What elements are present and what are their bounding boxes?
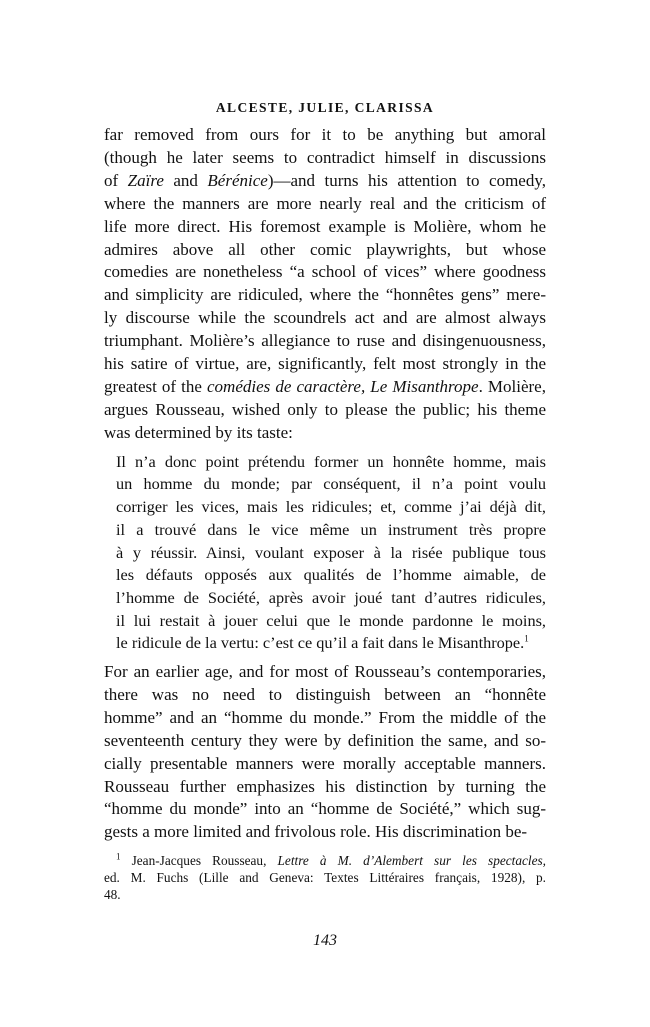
footnote [104,852,546,903]
text-segment: Jean-Jacques Rousseau, [131,853,278,869]
text-segment: life more direct. His foremost example is Molière, whom he [104,216,546,236]
text-segment: triumphant. Molière’s allegiance to ruse and disingenuousness, [104,331,546,351]
italic-text: Lettre à M. d’Alembert sur les spectacles, [277,853,546,869]
text-line [104,239,546,262]
footnote-reference: 1 [524,633,529,644]
text-line [104,776,546,799]
text-line [104,147,546,170]
text-segment: )—and turns his attention to comedy, [267,170,546,190]
text-line [104,284,546,307]
text-segment: where the manners are more nearly real and the criticism of [104,193,546,213]
text-line [104,422,546,445]
paragraph-1 [104,124,546,445]
text-line [104,193,546,216]
text-line [116,587,546,610]
text-segment: . Molière, [478,376,546,396]
text-segment: ed. M. Fuchs (Lille and Geneva: Textes Littéraires français, 1928), p. [104,870,546,886]
text-line [104,798,546,821]
text-segment: and [163,170,208,190]
text-line [104,684,546,707]
page-number: 143 [313,932,337,949]
text-segment: far removed from ours for it to be anything but amoral [104,125,546,144]
text-segment: there was no need to distinguish between an “honnête [104,684,546,704]
text-line [104,661,546,684]
text-segment: corriger les vices, mais les ridicules; et, comme j’ai déjà dit, [116,497,546,517]
text-line [116,519,546,542]
text-segment: admires above all other comic playwrights, but whose [104,239,546,259]
text-line [104,399,546,422]
text-segment: seventeenth century they were by definition the same, and so- [104,730,546,750]
italic-text: comédies de caractère, Le Misanthrope [207,376,479,396]
text-segment: Il n’a donc point prétendu former un honnête homme, mais [116,451,546,471]
text-segment: “homme du monde” into an “homme de Société,” which sug- [104,799,546,819]
text-line [104,307,546,330]
paragraph-2 [104,661,546,844]
text-segment: was determined by its taste: [104,422,293,442]
text-line [116,632,546,655]
text-line [116,610,546,633]
page [104,96,546,949]
text-segment: greatest of the [104,376,207,396]
text-segment: cially presentable manners were morally acceptable manners. [104,753,546,773]
text-line [104,753,546,776]
text-line [104,886,546,903]
text-line [104,707,546,730]
text-segment: l’homme de Société, après avoir joué tant d’autres ridicules, [116,587,546,607]
running-header: ALCESTE, JULIE, CLARISSA [215,100,435,115]
footnote-mark: 1 [116,851,121,862]
text-segment: his satire of virtue, are, significantly, felt most strongly in the [104,354,546,374]
text-segment: of [104,170,128,190]
text-line [116,473,546,496]
text-segment: les défauts opposés aux qualités de l’homme aimable, de [116,565,546,585]
text-segment: For an earlier age, and for most of Rousseau’s contemporaries, [104,662,546,682]
text-segment: 48. [104,887,121,903]
text-line [104,730,546,753]
text-segment: argues Rousseau, wished only to please the public; his theme [104,399,546,419]
text-line [116,451,546,474]
text-line [104,261,546,284]
text-line [104,376,546,399]
text-line [116,542,546,565]
text-segment: homme” and an “homme du monde.” From the middle of the [104,707,546,727]
text-line [104,852,546,869]
text-segment: gests a more limited and frivolous role. His discrimination be- [104,822,528,842]
text-line [104,821,546,844]
text-segment: comedies are nonetheless “a school of vices” where goodness [104,262,546,282]
text-segment: and simplicity are ridiculed, where the “honnêtes gens” mere- [104,285,546,305]
text-segment: il lui restait à jouer celui que le monde pardonne le moins, [116,610,546,630]
text-line [116,496,546,519]
text-line [104,216,546,239]
text-line [104,330,546,353]
block-quote [116,451,546,655]
text-segment: le ridicule de la vertu: c’est ce qu’il a fait dans le Misanthrope. [116,633,525,653]
text-segment: un homme du monde; par conséquent, il n’a point voulu [116,474,546,494]
text-line [104,170,546,193]
text-segment: Rousseau further emphasizes his distinction by turning the [104,776,546,796]
italic-text: Bérénice [207,170,268,190]
text-segment: ly discourse while the scoundrels act and are almost always [104,308,546,328]
text-line [104,353,546,376]
text-segment: il a trouvé dans le vice même un instrument très propre [116,519,546,539]
text-line [104,869,546,886]
text-segment: (though he later seems to contradict himself in discussions [104,147,546,167]
text-line [116,564,546,587]
italic-text: Zaïre [127,170,164,190]
text-segment: à y réussir. Ainsi, voulant exposer à la risée publique tous [116,542,546,562]
text-line [104,124,546,147]
